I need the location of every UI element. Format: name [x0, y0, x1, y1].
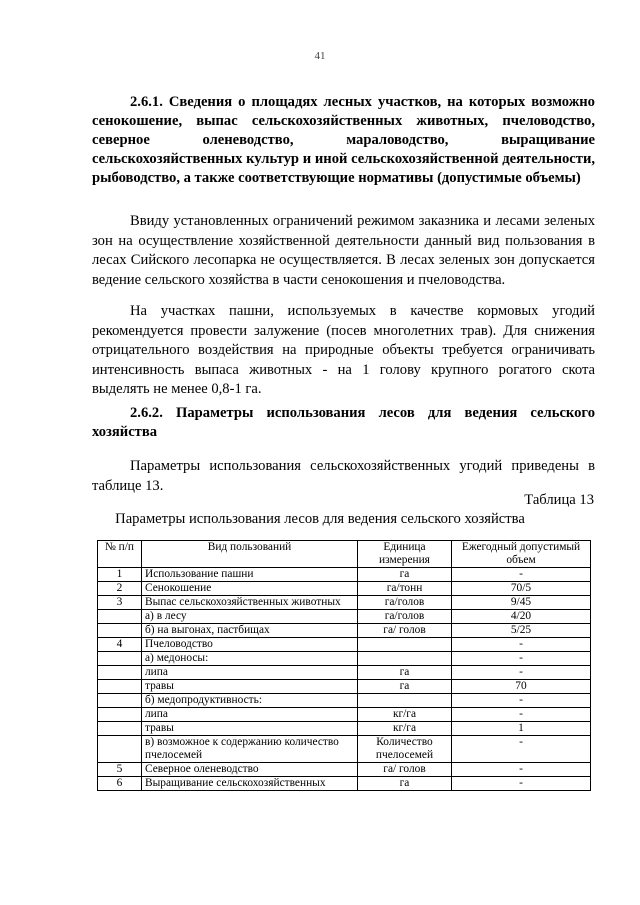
table-caption: Параметры использования лесов для ведения сельского хозяйства [115, 511, 525, 527]
cell-num [98, 666, 142, 680]
cell-unit: га/тонн [358, 582, 452, 596]
cell-kind: Северное оленеводство [142, 763, 358, 777]
cell-unit: га [358, 666, 452, 680]
header-num: № п/п [98, 541, 142, 568]
cell-volume: 70/5 [452, 582, 591, 596]
table-row [98, 777, 591, 791]
cell-volume: - [452, 777, 591, 791]
cell-kind: б) медопродуктивность: [142, 694, 358, 708]
cell-num [98, 708, 142, 722]
cell-unit: га/ голов [358, 763, 452, 777]
cell-num: 1 [98, 568, 142, 582]
cell-unit: кг/га [358, 708, 452, 722]
paragraph-text: На участках пашни, используемых в качестве кормовых угодий рекомендуется провести залужение (посев многолетних трав). Для снижения отрицательного воздействия на природные объекты требуется ограничивать интенсивность выпаса животных - на 1 голову крупного рогатого скота выделять не менее 0,8-1 га. [92, 303, 595, 397]
cell-num [98, 736, 142, 763]
cell-volume: 5/25 [452, 624, 591, 638]
cell-num [98, 610, 142, 624]
cell-num: 5 [98, 763, 142, 777]
cell-num [98, 722, 142, 736]
cell-volume: - [452, 638, 591, 652]
cell-num [98, 680, 142, 694]
paragraph-2 [92, 302, 595, 400]
cell-num [98, 652, 142, 666]
cell-volume: - [452, 694, 591, 708]
cell-unit: кг/га [358, 722, 452, 736]
cell-volume: - [452, 652, 591, 666]
table-row [98, 763, 591, 777]
cell-unit [358, 638, 452, 652]
cell-unit: га/ голов [358, 624, 452, 638]
paragraph-3 [92, 457, 595, 496]
cell-num [98, 624, 142, 638]
table-row [98, 568, 591, 582]
cell-volume: - [452, 763, 591, 777]
cell-kind: Выпас сельскохозяйственных животных [142, 596, 358, 610]
cell-volume: - [452, 666, 591, 680]
cell-kind: а) медоносы: [142, 652, 358, 666]
table-row [98, 722, 591, 736]
cell-unit [358, 694, 452, 708]
cell-unit: га/голов [358, 596, 452, 610]
cell-num: 3 [98, 596, 142, 610]
cell-volume: 4/20 [452, 610, 591, 624]
table-header-row [98, 541, 591, 568]
cell-kind: б) на выгонах, пастбищах [142, 624, 358, 638]
cell-num: 4 [98, 638, 142, 652]
paragraph-text: Параметры использования сельскохозяйственных угодий приведены в таблице 13. [92, 458, 595, 494]
cell-kind: Выращивание сельскохозяйственных [142, 777, 358, 791]
cell-num: 2 [98, 582, 142, 596]
table-row [98, 638, 591, 652]
parameters-table [97, 540, 591, 791]
cell-kind: липа [142, 708, 358, 722]
cell-kind: липа [142, 666, 358, 680]
table-row [98, 680, 591, 694]
page-number: 41 [314, 50, 326, 62]
cell-num [98, 694, 142, 708]
table-row [98, 666, 591, 680]
table-row [98, 582, 591, 596]
cell-volume: 1 [452, 722, 591, 736]
table-row [98, 708, 591, 722]
paragraph-text: Ввиду установленных ограничений режимом заказника и лесами зеленых зон на осуществление хозяйственной деятельности данный вид пользования в лесах Сийского лесопарка не осуществляется. В лесах зеленых зон допускается ведение сельского хозяйства в части сенокошения и пчеловодства. [92, 213, 595, 288]
cell-unit [358, 652, 452, 666]
table-row [98, 694, 591, 708]
cell-kind: а) в лесу [142, 610, 358, 624]
cell-kind: Использование пашни [142, 568, 358, 582]
cell-volume: - [452, 708, 591, 722]
cell-volume: 9/45 [452, 596, 591, 610]
cell-kind: Сенокошение [142, 582, 358, 596]
header-unit: Единица измерения [358, 541, 452, 568]
header-kind: Вид пользований [142, 541, 358, 568]
table-row [98, 736, 591, 763]
section-title: Сведения о площадях лесных участков, на которых возможно сенокошение, выпас сельскохозяйственных животных, пчеловодство, северное оленеводство, мараловодство, выращивание сельскохозяйственных культур и иной сельскохозяйственной деятельности, рыбоводство, а также соответствующие нормативы (допустимые объемы) [92, 94, 595, 186]
header-volume: Ежегодный допустимый объем [452, 541, 591, 568]
cell-unit: га/голов [358, 610, 452, 624]
section-number: 2.6.2. [130, 405, 163, 421]
cell-kind: Пчеловодство [142, 638, 358, 652]
table-row [98, 652, 591, 666]
section-number: 2.6.1. [130, 94, 163, 110]
cell-kind: в) возможное к содержанию количество пчелосемей [142, 736, 358, 763]
section-title: Параметры использования лесов для ведения сельского хозяйства [92, 405, 595, 440]
cell-volume: 70 [452, 680, 591, 694]
table-row [98, 596, 591, 610]
cell-kind: травы [142, 722, 358, 736]
table-row [98, 610, 591, 624]
cell-unit: га [358, 680, 452, 694]
cell-volume: - [452, 568, 591, 582]
table-label: Таблица 13 [524, 492, 594, 508]
section-heading-2-6-1 [92, 93, 595, 188]
section-heading-2-6-2 [92, 404, 595, 442]
cell-num: 6 [98, 777, 142, 791]
cell-unit: Количество пчелосемей [358, 736, 452, 763]
paragraph-1 [92, 212, 595, 290]
cell-volume: - [452, 736, 591, 763]
cell-unit: га [358, 777, 452, 791]
table-row [98, 624, 591, 638]
cell-unit: га [358, 568, 452, 582]
cell-kind: травы [142, 680, 358, 694]
